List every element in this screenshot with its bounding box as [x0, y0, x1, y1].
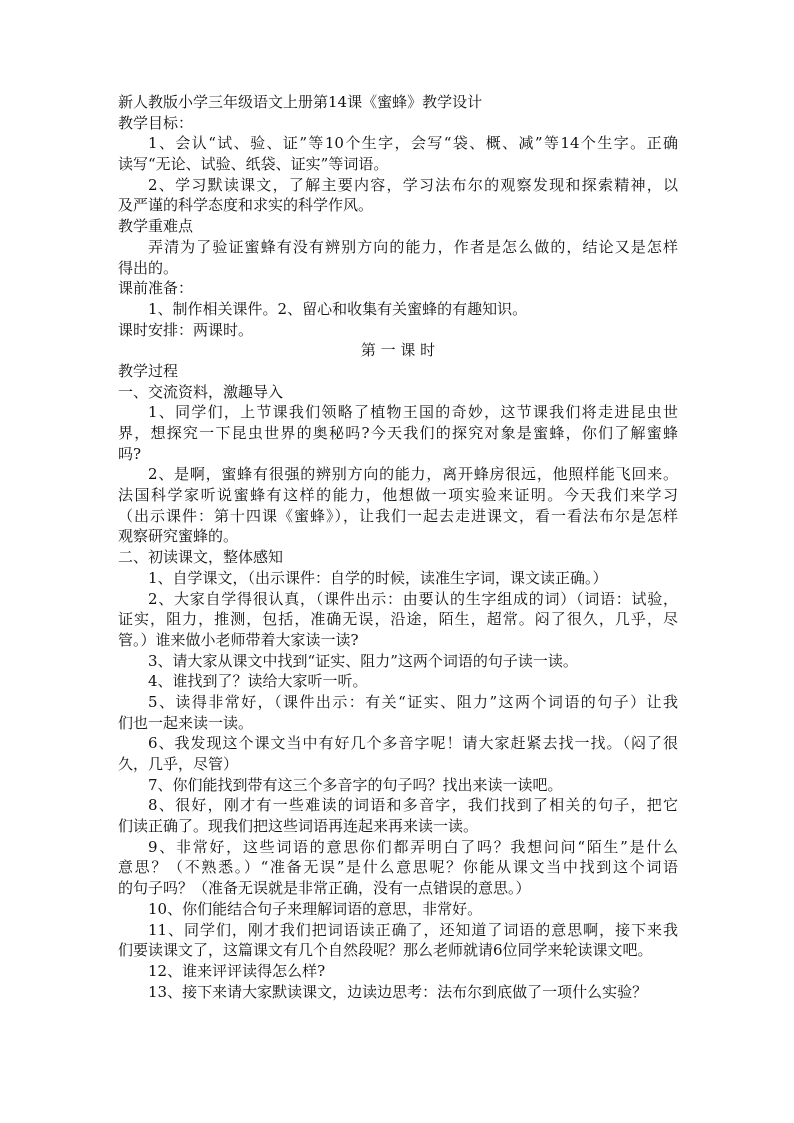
paragraph-line: 13、接下来请大家默读课文，边读边思考：法布尔到底做了一项什么实验？	[148, 982, 648, 1001]
paragraph-line: 得出的。	[118, 258, 179, 277]
subsection-heading: 一、交流资料，激趣导入	[118, 382, 284, 401]
paragraph-line: 10、你们能结合句子来理解词语的意思，非常好。	[148, 899, 483, 918]
paragraph-line: 4、谁找到了？读给大家听一听。	[148, 672, 368, 691]
paragraph-line: 5、读得非常好，（课件出示：有关“证实、阻力”这两个词语的句子）让我	[148, 692, 678, 711]
paragraph-line: 8、很好，刚才有一些难读的词语和多音字，我们找到了相关的句子，把它	[148, 796, 678, 815]
paragraph-line: 2、大家自学得很认真，（课件出示：由要认的生字组成的词）（词语：试验，	[148, 589, 678, 608]
schedule-line: 课时安排：两课时。	[118, 320, 254, 339]
paragraph-line: 们也一起来读一读。	[118, 713, 254, 732]
paragraph-line: （出示课件：第十四课《蜜蜂》），让我们一起去走进课文，看一看法布尔是怎样	[118, 506, 678, 525]
paragraph-line: 12、谁来评评读得怎么样?	[148, 961, 326, 980]
document-title: 新人教版小学三年级语文上册第14课《蜜蜂》教学设计	[118, 93, 483, 111]
paragraph-line: 法国科学家听说蜜蜂有这样的能力，他想做一项实验来证明。今天我们来学习	[118, 486, 678, 505]
paragraph-line: 7、你们能找到带有这三个多音字的句子吗？找出来读一读吧。	[148, 775, 563, 794]
section-heading-preparation: 课前准备：	[118, 279, 194, 298]
paragraph-line: 证实，阻力，推测，包括，准确无误，沿途，陌生，超常。闷了很久，几乎，尽	[118, 610, 678, 629]
paragraph-line: 1、自学课文，（出示课件：自学的时候，读准生字词，课文读正确。）	[148, 568, 608, 587]
paragraph-line: 2、是啊，蜜蜂有很强的辨别方向的能力，离开蜂房很远，他照样能飞回来。	[148, 465, 678, 484]
paragraph-line: 读写“无论、试验、纸袋、证实”等词语。	[118, 155, 389, 174]
paragraph-line: 的句子吗？（准备无误就是非常正确，没有一点错误的意思。）	[118, 879, 531, 898]
paragraph-line: 界，想探究一下昆虫世界的奥秘吗?今天我们的探究对象是蜜蜂，你们了解蜜蜂	[118, 424, 678, 442]
paragraph-line: 管。）谁来做小老师带着大家读一读?	[118, 630, 359, 649]
paragraph-line: 久，几乎，尽管）	[118, 755, 239, 773]
paragraph-line: 6、我发现这个课文当中有好几个多音字呢！请大家赶紧去找一找。（闷了很	[148, 734, 678, 753]
paragraph-line: 11、同学们，刚才我们把词语读正确了，还知道了词语的意思啊，接下来我	[148, 920, 678, 939]
paragraph-line: 弄清为了验证蜜蜂有没有辨别方向的能力，作者是怎么做的，结论又是怎样	[148, 237, 678, 256]
section-heading-process: 教学过程	[118, 361, 179, 380]
paragraph-line: 意思？（不熟悉。）“准备无误”是什么意思呢？你能从课文当中找到这个词语	[118, 858, 678, 877]
paragraph-line: 及严谨的科学态度和求实的科学作风。	[118, 196, 374, 215]
paragraph-line: 1、会认“试、验、证”等10个生字，会写“袋、概、减”等14个生字。正确	[148, 134, 678, 153]
paragraph-line: 2、学习默读课文，了解主要内容，学习法布尔的观察发现和探索精神，以	[148, 175, 678, 194]
section-heading-goals: 教学目标：	[118, 113, 194, 132]
lesson-heading: 第 一 课 时	[360, 341, 436, 360]
paragraph-line: 9、非常好，这些词语的意思你们都弄明白了吗？我想问问“陌生”是什么	[148, 837, 678, 856]
paragraph-line: 们读正确了。现我们把这些词语再连起来再来读一读。	[118, 817, 479, 836]
subsection-heading: 二、初读课文，整体感知	[118, 548, 284, 567]
section-heading-key-points: 教学重难点	[118, 217, 194, 236]
paragraph-line: 观察研究蜜蜂的。	[118, 527, 239, 546]
paragraph-line: 3、请大家从课文中找到“证实、阻力”这两个词语的句子读一读。	[148, 651, 578, 670]
document-page	[118, 92, 678, 1002]
paragraph-line: 吗?	[118, 444, 142, 463]
paragraph-line: 1、制作相关课件。2、留心和收集有关蜜蜂的有趣知识。	[148, 299, 528, 318]
paragraph-line: 1、同学们，上节课我们领略了植物王国的奇妙，这节课我们将走进昆虫世	[148, 403, 678, 422]
paragraph-line: 们要读课文了，这篇课文有几个自然段呢？那么老师就请6位同学来轮读课文吧。	[118, 941, 653, 960]
